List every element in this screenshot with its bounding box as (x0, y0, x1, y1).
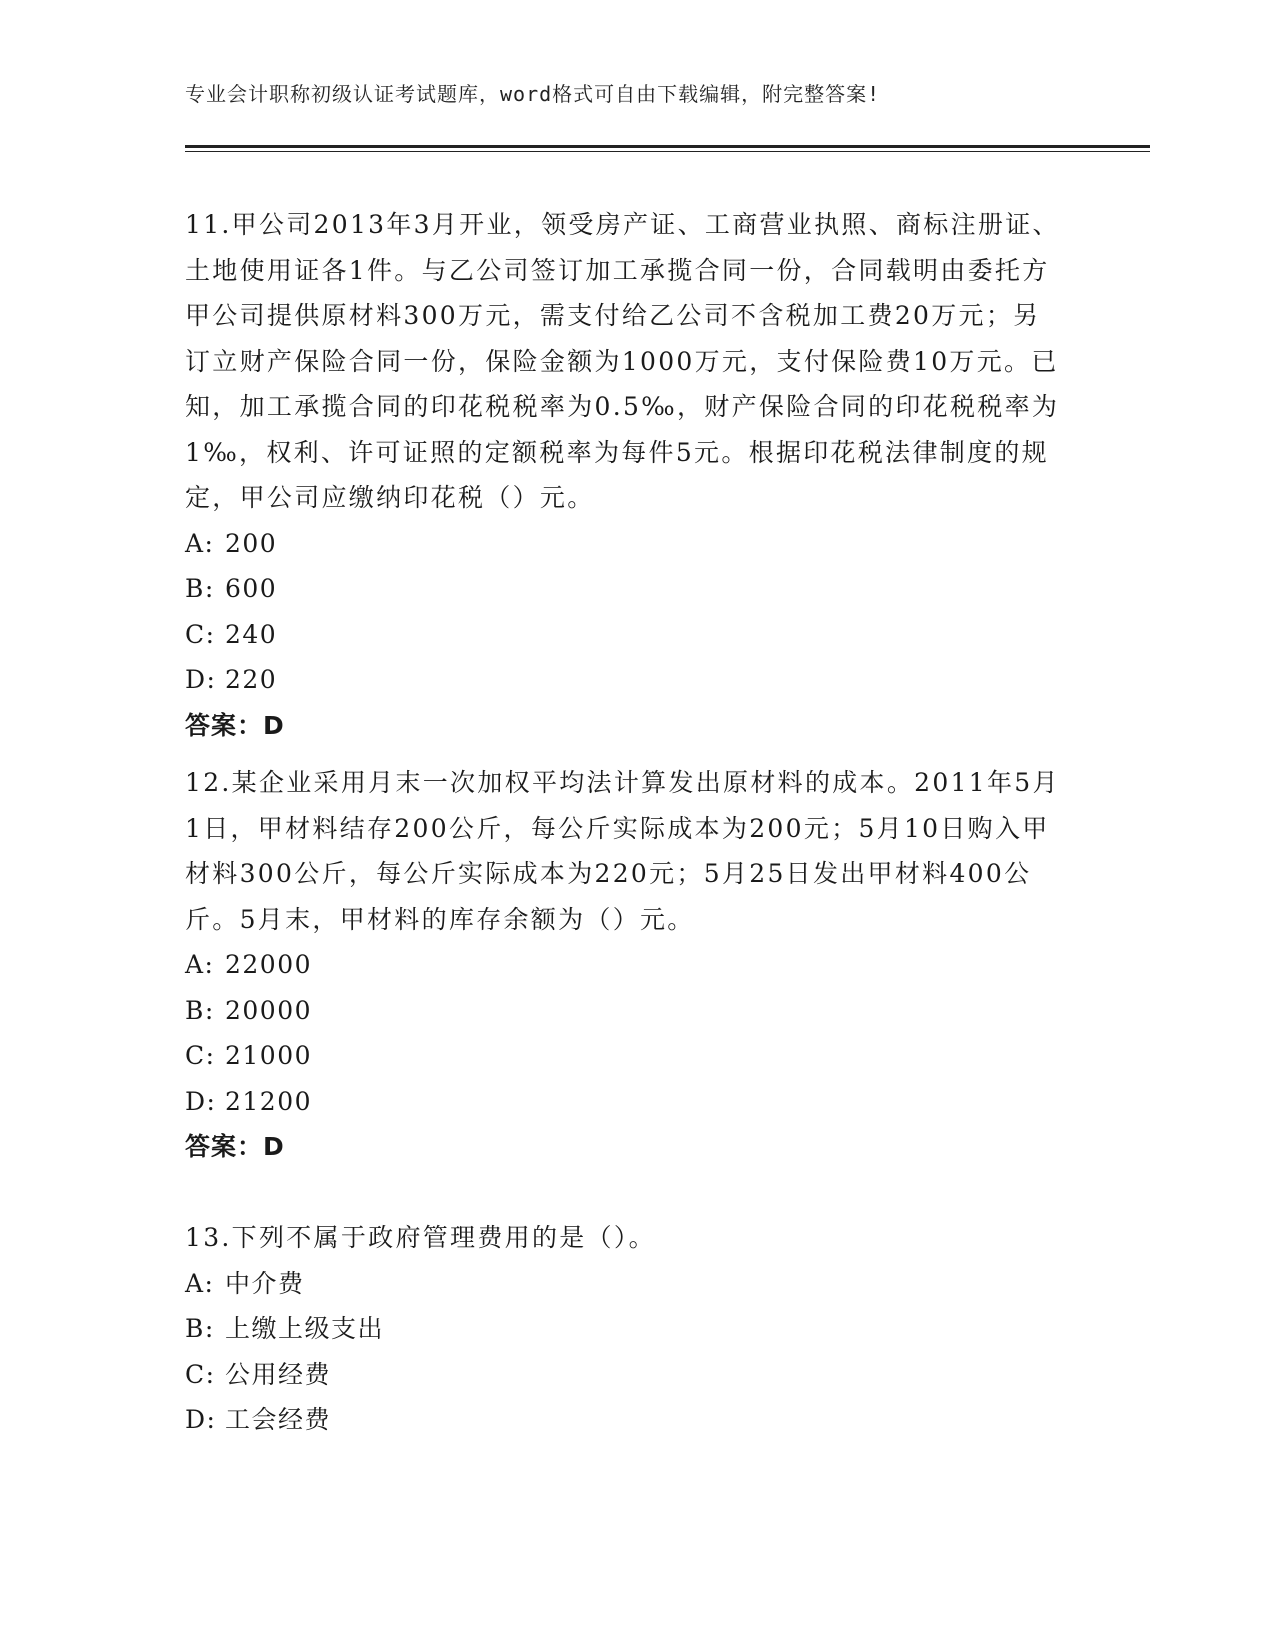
option-text: 220 (225, 665, 278, 694)
option-b (185, 1306, 1065, 1352)
option-letter: B: (185, 574, 215, 603)
option-text: 工会经费 (225, 1405, 332, 1434)
question-12 (185, 760, 1065, 1170)
option-a (185, 521, 1065, 567)
option-c (185, 1033, 1065, 1079)
option-a (185, 942, 1065, 988)
option-text: 21200 (225, 1086, 313, 1116)
option-letter: C: (185, 1041, 216, 1070)
option-letter: D: (185, 1405, 217, 1434)
option-letter: A: (185, 1268, 215, 1298)
option-text: 20000 (225, 995, 313, 1025)
question-stem: 13.下列不属于政府管理费用的是（）。 (185, 1223, 656, 1252)
option-b (185, 566, 1065, 612)
option-c (185, 612, 1065, 658)
option-text: 中介费 (225, 1268, 305, 1298)
option-a (185, 1261, 1065, 1307)
answer-line: 答案：D (185, 710, 285, 740)
option-text: 200 (225, 528, 278, 558)
option-d (185, 657, 1065, 703)
question-stem: 11.甲公司2013年3月开业，领受房产证、工商营业执照、商标注册证、土地使用证各1件。与乙公司签订加工承揽合同一份，合同载明由委托方甲公司提供原材料300万元，需支付给乙公司不含税加工费20万元；另订立财产保险合同一份，保险金额为1000万元，支付保险费10万元。已知，加工承揽合同的印花税税率为0.5‰，财产保险合同的印花税税率为1‰，权利、许可证照的定额税率为每件5元。根据印花税法律制度的规定，甲公司应缴纳印花税（）元。 (185, 210, 1060, 512)
option-text: 21000 (225, 1041, 313, 1070)
option-letter: C: (185, 619, 216, 649)
option-text: 公用经费 (225, 1359, 332, 1389)
header-divider-thin (185, 151, 1150, 152)
option-letter: D: (185, 665, 217, 694)
question-11 (185, 202, 1065, 748)
page-header: 专业会计职称初级认证考试题库，word格式可自由下载编辑，附完整答案! (185, 82, 881, 106)
option-text: 600 (225, 574, 278, 603)
option-text: 22000 (225, 950, 313, 979)
option-b (185, 988, 1065, 1034)
option-text: 上缴上级支出 (225, 1314, 385, 1343)
option-letter: A: (185, 950, 215, 979)
option-letter: A: (185, 528, 215, 558)
option-letter: C: (185, 1359, 216, 1389)
question-13 (185, 1215, 1065, 1443)
option-letter: B: (185, 995, 215, 1025)
option-text: 240 (225, 619, 278, 649)
option-letter: D: (185, 1086, 217, 1116)
header-divider (185, 145, 1150, 148)
option-d (185, 1079, 1065, 1125)
answer-line: 答案：D (185, 1132, 285, 1161)
option-letter: B: (185, 1314, 215, 1343)
option-d (185, 1397, 1065, 1443)
option-c (185, 1352, 1065, 1398)
question-stem: 12.某企业采用月末一次加权平均法计算发出原材料的成本。2011年5月1日，甲材料结存200公斤，每公斤实际成本为200元；5月10日购入甲材料300公斤，每公斤实际成本为220元；5月25日发出甲材料400公斤。5月末，甲材料的库存余额为（）元。 (185, 768, 1060, 934)
